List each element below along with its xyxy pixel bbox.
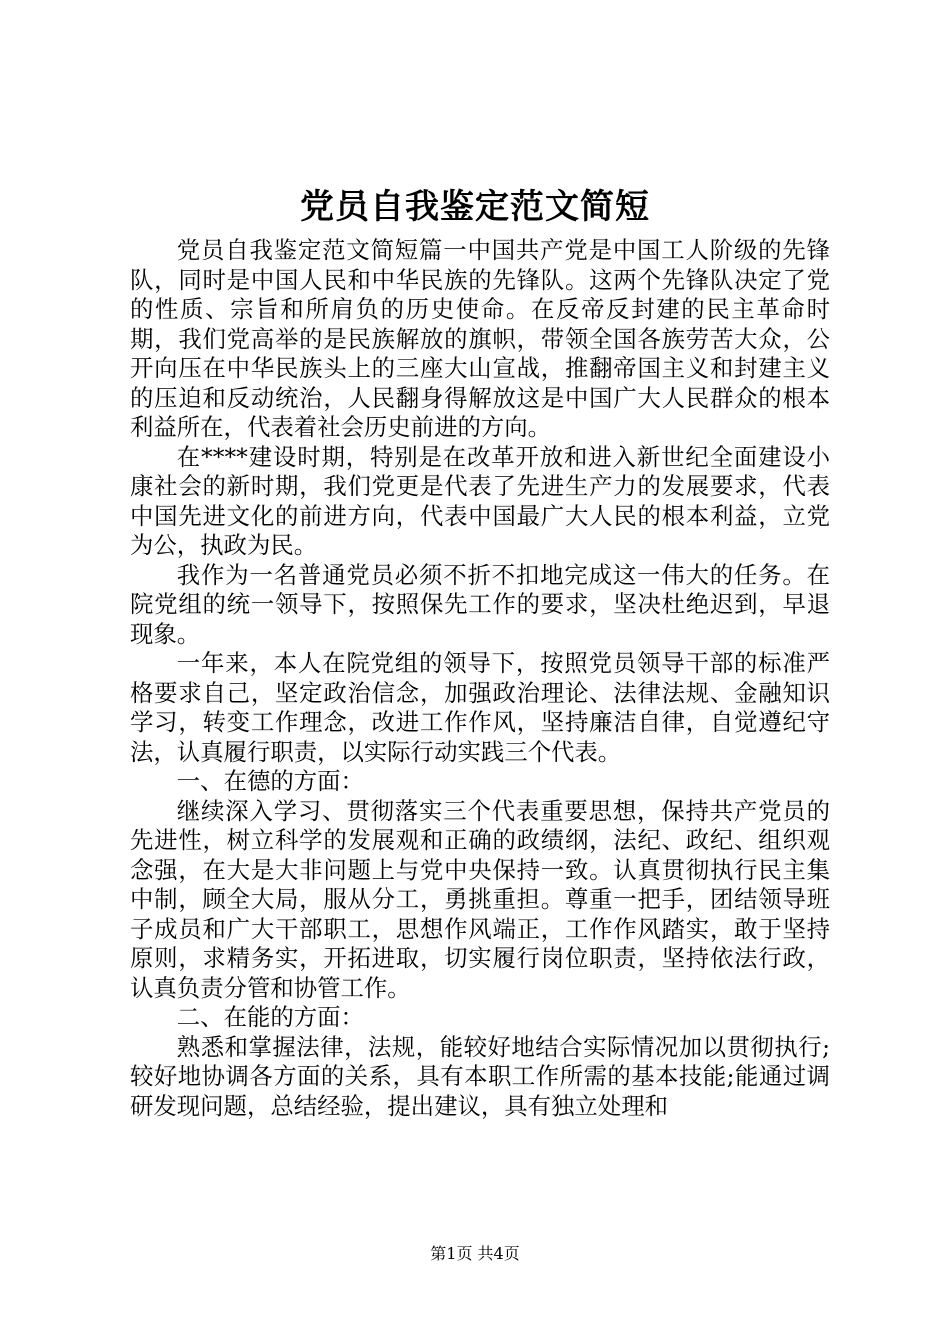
section-heading-morality: 一、在德的方面： bbox=[176, 767, 364, 795]
section-heading-ability: 二、在能的方面： bbox=[176, 1003, 364, 1031]
paragraph-year-review: 一年来，本人在院党组的领导下，按照党员领导干部的标准严格要求自己，坚定政治信念，加强政治理论、法律法规、金融知识学习，转变工作理念，改进工作作风，坚持廉洁自律，自觉遵纪守法，认真履行职责，以实际行动实践三个代表。 bbox=[130, 649, 830, 766]
paragraph-morality: 继续深入学习、贯彻落实三个代表重要思想，保持共产党员的先进性，树立科学的发展观和正确的政绩纲，法纪、政纪、组织观念强，在大是大非问题上与党中央保持一致。认真贯彻执行民主集中制，顾全大局，服从分工，勇挑重担。尊重一把手，团结领导班子成员和广大干部职工，思想作风端正，工作作风踏实，敢于坚持原则，求精务实，开拓进取，切实履行岗位职责，坚持依法行政，认真负责分管和协管工作。 bbox=[130, 796, 830, 1002]
paragraph-personal-task: 我作为一名普通党员必须不折不扣地完成这一伟大的任务。在院党组的统一领导下，按照保先工作的要求，坚决杜绝迟到，早退现象。 bbox=[130, 560, 830, 648]
paragraph-ability: 熟悉和掌握法律，法规，能较好地结合实际情况加以贯彻执行;较好地协调各方面的关系，具有本职工作所需的基本技能;能通过调研发现问题，总结经验，提出建议，具有独立处理和 bbox=[130, 1032, 830, 1120]
document-title: 党员自我鉴定范文简短 bbox=[300, 187, 650, 227]
paragraph-intro: 党员自我鉴定范文简短篇一中国共产党是中国工人阶级的先锋队，同时是中国人民和中华民族的先锋队。这两个先锋队决定了党的性质、宗旨和所肩负的历史使命。在反帝反封建的民主革命时期，我们党高举的是民族解放的旗帜，带领全国各族劳苦大众，公开向压在中华民族头上的三座大山宣战，推翻帝国主义和封建主义的压迫和反动统治，人民翻身得解放这是中国广大人民群众的根本利益所在，代表着社会历史前进的方向。 bbox=[130, 236, 830, 441]
page-number-footer: 第1页 共4页 bbox=[430, 1244, 520, 1263]
paragraph-construction-period: 在****建设时期，特别是在改革开放和进入新世纪全面建设小康社会的新时期，我们党更是代表了先进生产力的发展要求，代表中国先进文化的前进方向，代表中国最广大人民的根本利益，立党为公，执政为民。 bbox=[130, 442, 830, 559]
document-body bbox=[130, 236, 830, 1121]
